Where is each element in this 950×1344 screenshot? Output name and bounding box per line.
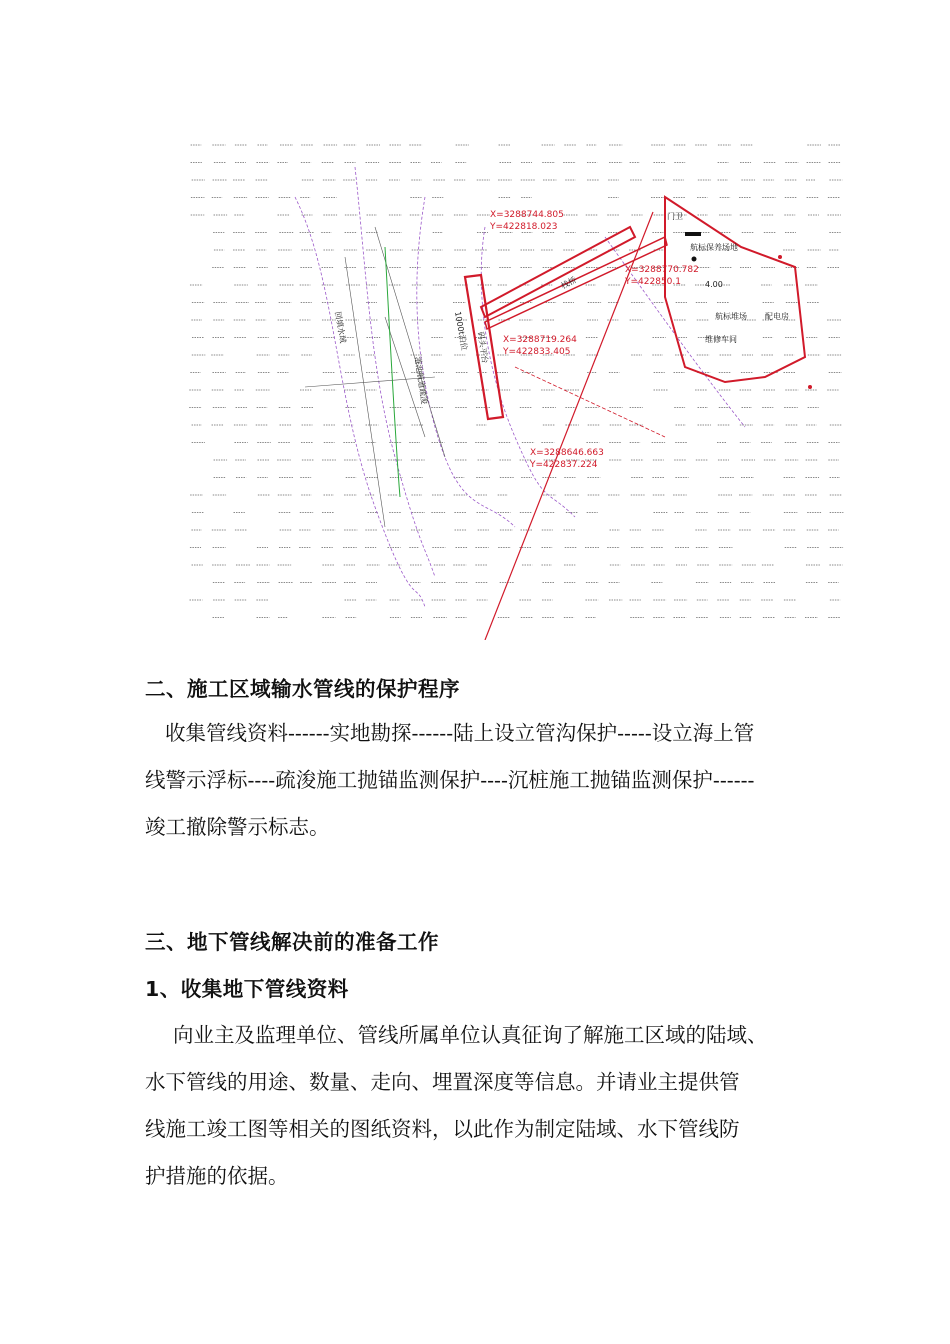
section2-paragraph [145,710,835,851]
coord-x3: X=3288719.264 [503,335,577,345]
label-pump: 配电房 [765,312,789,321]
section3-paragraph [145,1012,835,1200]
label-pipe3: 港池航道疏浚 [413,356,429,405]
building-labels [333,211,789,405]
label-elev: 4.00 [705,280,723,289]
markers [685,232,812,389]
label-yard1: 航标保养场地 [690,243,738,252]
label-repair: 维修车间 [705,335,737,344]
label-platform: 码头平台 [476,331,490,364]
section3-line: 水下管线的用途、数量、走向、埋置深度等信息。并请业主提供管 [145,1070,740,1094]
label-pipe2: 1000t泊位 [453,310,469,352]
label-yard2: 航标堆场 [715,312,747,321]
coord-y3: Y=422833.405 [503,347,571,357]
label-gate: 门卫 [667,212,683,221]
contour-lines [295,167,745,607]
coord-y2: Y=422850.1 [625,277,681,287]
project-outline [465,197,805,640]
site-plan-figure [185,137,853,640]
section3-heading: 三、地下管线解决前的准备工作 [145,930,439,954]
label-bridge: 栈桥 [559,275,579,291]
section3-subheading: 1、收集地下管线资料 [145,977,349,1001]
label-pipe1: 回填水域 [333,310,348,344]
coord-x2: X=3288770.782 [625,265,699,275]
coord-y4: Y=422837.224 [530,460,598,470]
section3-line: 向业主及监理单位、管线所属单位认真征询了解施工区域的陆域、 [173,1023,768,1047]
coord-x4: X=3288646.663 [530,448,604,458]
section2-line: 竣工撤除警示标志。 [145,815,330,839]
section2-line: 收集管线资料------实地勘探------陆上设立管沟保护-----设立海上管 [165,721,755,745]
section3-line: 护措施的依据。 [145,1164,289,1188]
section2-heading: 二、施工区域输水管线的保护程序 [145,677,460,701]
coord-y1: Y=422818.023 [490,222,558,232]
plan-labels [489,210,699,470]
section2-line: 线警示浮标----疏浚施工抛锚监测保护----沉桩施工抛锚监测保护------ [145,768,755,792]
section3-line: 线施工竣工图等相关的图纸资料，以此作为制定陆域、水下管线防 [145,1117,740,1141]
coord-x1: X=3288744.805 [490,210,564,220]
